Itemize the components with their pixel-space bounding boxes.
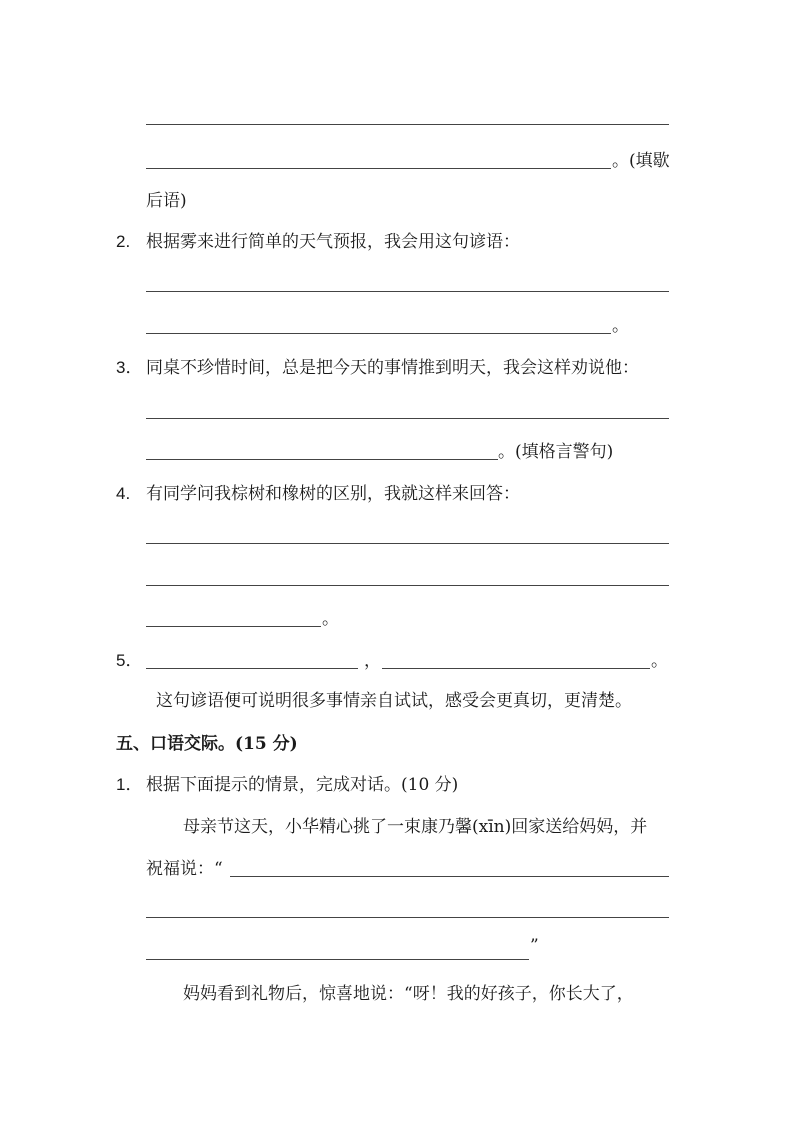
answer-line[interactable] bbox=[146, 333, 611, 334]
answer-line[interactable] bbox=[146, 124, 669, 125]
q2-prompt: 根据雾来进行简单的天气预报，我会用这句谚语： bbox=[146, 232, 520, 252]
q4-number: 4. bbox=[116, 484, 131, 503]
answer-line[interactable] bbox=[146, 291, 669, 292]
s5q1-paragraph: 母亲节这天，小华精心挑了一束康乃馨(xīn)回家送给妈妈，并 bbox=[183, 817, 648, 837]
q3-end-text: 。(填格言警句) bbox=[498, 442, 614, 462]
close-quote: ” bbox=[530, 936, 539, 956]
answer-line[interactable] bbox=[146, 585, 669, 586]
q3-prompt: 同桌不珍惜时间，总是把今天的事情推到明天，我会这样劝说他： bbox=[146, 358, 639, 378]
q1-continuation: 后语) bbox=[146, 191, 187, 211]
q5-note: 这句谚语便可说明很多事情亲自试试，感受会更真切，更清楚。 bbox=[156, 691, 632, 711]
answer-line[interactable] bbox=[146, 418, 669, 419]
s5q1-number: 1． bbox=[116, 775, 143, 794]
s5q1-prompt: 根据下面提示的情景，完成对话。(10 分) bbox=[146, 775, 459, 795]
answer-line[interactable] bbox=[230, 876, 669, 877]
answer-line[interactable] bbox=[146, 668, 358, 669]
answer-line[interactable] bbox=[146, 626, 321, 627]
s5q1-paragraph-continued: 祝福说：“ bbox=[146, 859, 223, 879]
q5-end-text: 。 bbox=[651, 651, 668, 671]
answer-line[interactable] bbox=[146, 168, 611, 169]
answer-line[interactable] bbox=[146, 543, 669, 544]
answer-line[interactable] bbox=[382, 668, 650, 669]
q5-separator: ， bbox=[364, 651, 381, 671]
answer-line[interactable] bbox=[146, 959, 529, 960]
q4-prompt: 有同学问我棕树和橡树的区别，我就这样来回答： bbox=[146, 484, 520, 504]
q3-number: 3． bbox=[116, 358, 143, 377]
s5q1-paragraph-2: 妈妈看到礼物后，惊喜地说：“呀！我的好孩子，你长大了， bbox=[183, 984, 634, 1004]
answer-line[interactable] bbox=[146, 917, 669, 918]
answer-line[interactable] bbox=[146, 459, 498, 460]
q2-end-text: 。 bbox=[612, 316, 629, 336]
section-heading: 五、口语交际。(15 分) bbox=[116, 734, 298, 754]
q2-number: 2. bbox=[116, 232, 131, 251]
q4-end-text: 。 bbox=[322, 609, 339, 629]
q1-end-text: 。(填歇 bbox=[612, 151, 670, 171]
q5-number: 5． bbox=[116, 651, 143, 670]
